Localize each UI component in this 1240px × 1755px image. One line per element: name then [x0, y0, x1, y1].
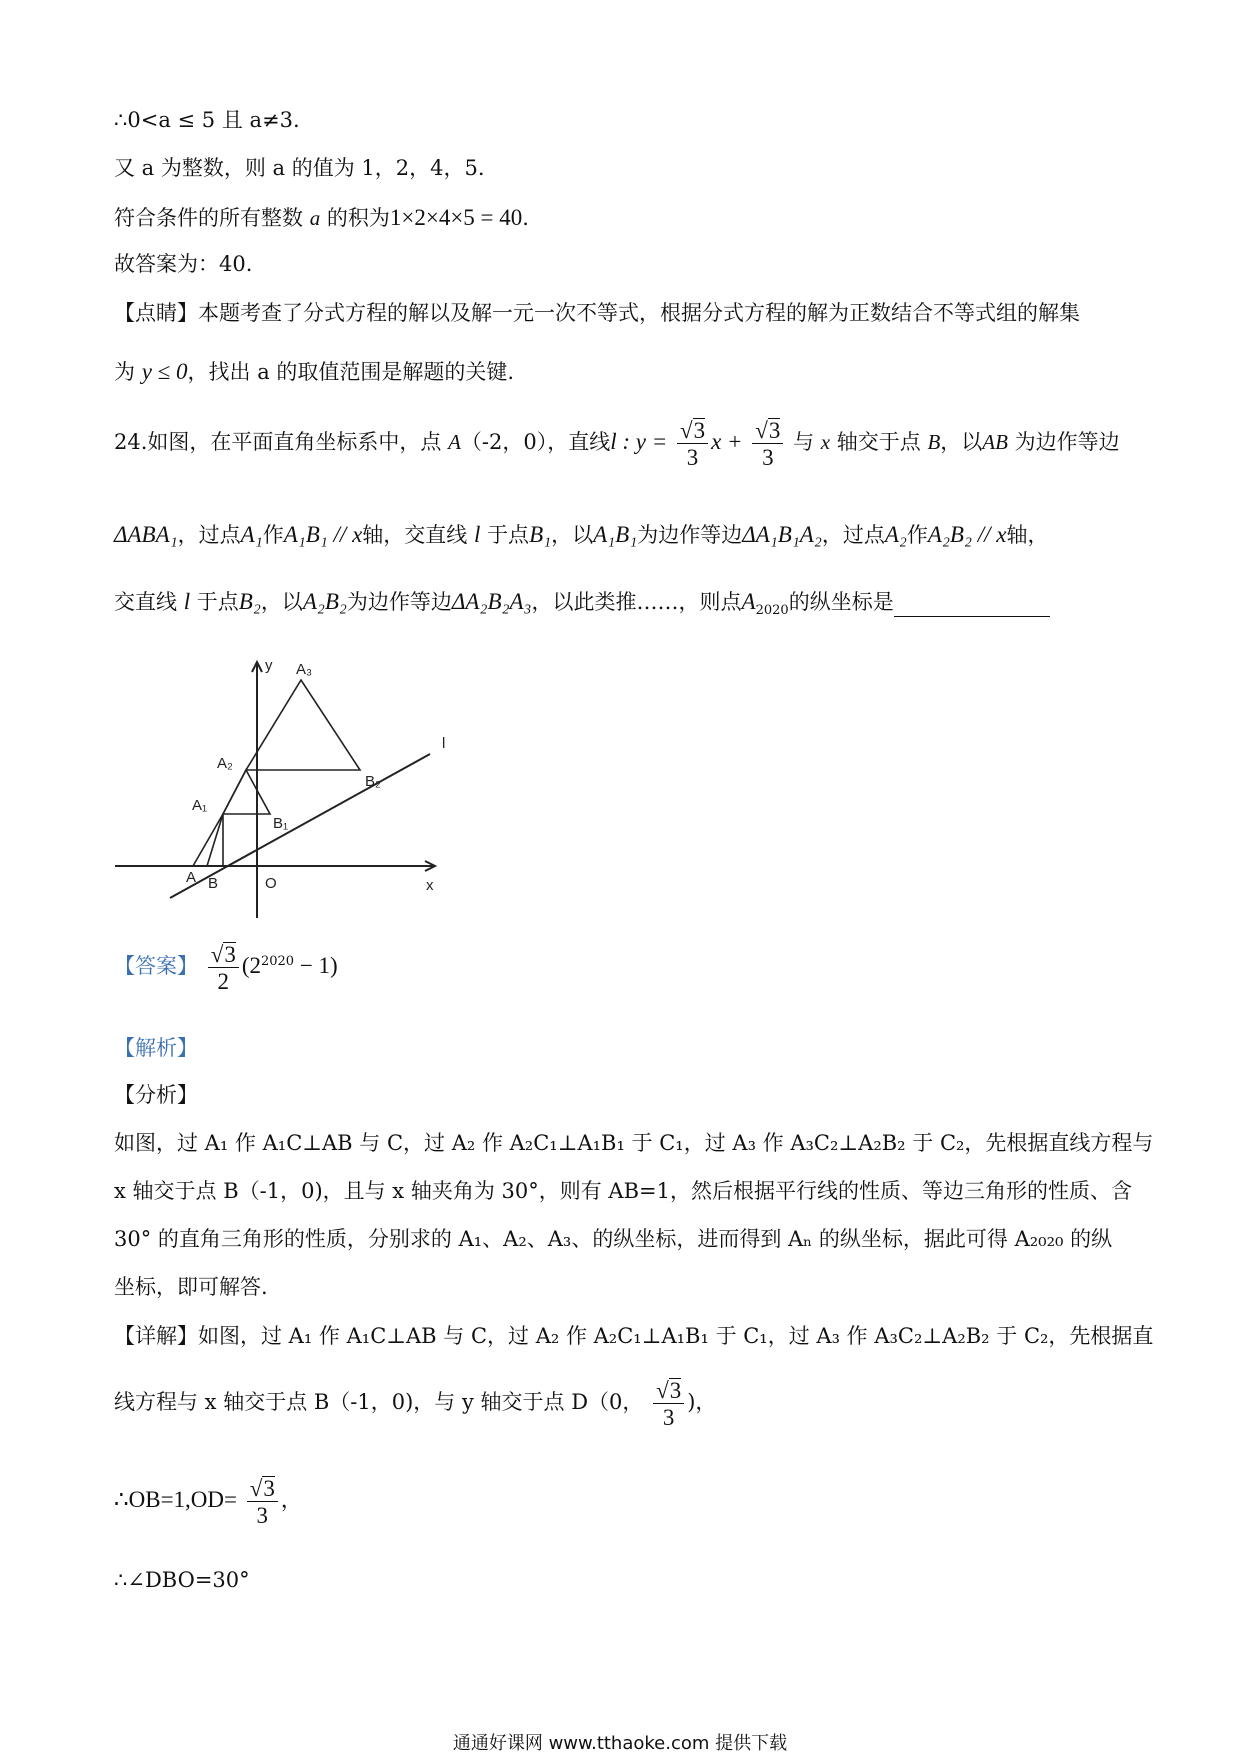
text-line-3: 符合条件的所有整数 a 的积为1×2×4×5 = 40.	[114, 205, 529, 230]
question-line-1: 24.如图，在平面直角坐标系中，点 A（-2，0），直线l : y = $\frac{√3}{3}$ x + $\frac{√3}{3}$ 与 x 轴交于点 B，以AB 为边作等边	[114, 418, 1120, 470]
label-l: l	[442, 735, 446, 752]
detail-line-4: ∴∠DBO=30°	[114, 1568, 250, 1592]
analysis-label: 【解析】	[114, 1036, 198, 1060]
detail-line-3: ∴OB=1,OD= $\frac{√3}{3}$ ，	[114, 1476, 302, 1528]
text-line-6: 为 y ≤ 0，找出 a 的取值范围是解题的关键.	[114, 359, 515, 384]
label-A2: A₂	[217, 755, 233, 772]
text-line-2: 又 a 为整数，则 a 的值为 1，2，4，5.	[114, 156, 485, 180]
segment-b-a1	[207, 814, 223, 866]
label-A3: A₃	[296, 661, 313, 678]
answer-label: 【答案】	[114, 954, 198, 978]
detail-line-1: 【详解】如图，过 A₁ 作 A₁C⊥AB 与 C，过 A₂ 作 A₂C₁⊥A₁B₁ 于 C₁，过 A₃ 作 A₃C₂⊥A₂B₂ 于 C₂，先根据直	[114, 1324, 1154, 1348]
analysis-p3: 30° 的直角三角形的性质，分别求的 A₁、A₂、A₃、的纵坐标，进而得到 Aₙ 的纵坐标，据此可得 A₂₀₂₀ 的纵	[114, 1227, 1113, 1251]
label-y: y	[265, 657, 273, 674]
label-x: x	[426, 877, 434, 894]
analysis-p1: 如图，过 A₁ 作 A₁C⊥AB 与 C，过 A₂ 作 A₂C₁⊥A₁B₁ 于 C₁，过 A₃ 作 A₃C₂⊥A₂B₂ 于 C₂，先根据直线方程与	[114, 1131, 1154, 1155]
analysis-p2: x 轴交于点 B（-1，0)，且与 x 轴夹角为 30°，则有 AB=1，然后根据平行线的性质、等边三角形的性质、含	[114, 1179, 1132, 1203]
footer: 通通好课网 www.tthaoke.com 提供下载	[452, 1733, 788, 1754]
triangle-2	[223, 770, 270, 814]
fraction-od-2: $\frac{√3}{3}$	[247, 1476, 278, 1527]
text-line-1: ∴0<a ≤ 5 且 a≠3.	[114, 108, 300, 132]
segment-a1-a2	[223, 770, 246, 814]
label-O: O	[265, 875, 277, 892]
question-line-2: ΔABA₁，过点A₁作A₁B₁ // x轴，交直线 l 于点B₁，以A₁B₁为边作等边ΔA₁B₁A₂，过点A₂作A₂B₂ // x轴，	[114, 522, 1049, 547]
geometry-figure	[110, 650, 450, 930]
label-A: A	[186, 869, 197, 886]
label-B2: B₂	[365, 773, 381, 790]
fraction-od: $\frac{√3}{3}$	[653, 1378, 684, 1429]
label-B1: B₁	[273, 815, 289, 832]
label-B: B	[208, 875, 219, 892]
answer-line: 【答案】 $\frac{√3}{2}$ $(2^{2020} - 1)$	[114, 942, 338, 994]
fraction-sqrt3-over-3-b: $\frac{√3}{3}$	[752, 418, 783, 469]
answer-blank	[894, 596, 1050, 617]
label-A1: A₁	[192, 797, 208, 814]
text-line-4: 故答案为：40.	[114, 252, 253, 276]
question-line-3: 交直线 l 于点B₂，以A₂B₂为边作等边ΔA₂B₂A₃，以此类推……，则点$A_{2020}$的纵坐标是	[114, 590, 1050, 617]
triangle-3	[246, 680, 360, 770]
answer-fraction: $\frac{√3}{2}$	[208, 942, 239, 993]
detail-line-2: 线方程与 x 轴交于点 B（-1，0)，与 y 轴交于点 D（0， $\frac{√3}{3}$ )，	[114, 1378, 717, 1430]
triangle-1	[193, 814, 223, 866]
analysis-sub-label: 【分析】	[114, 1083, 198, 1107]
fraction-sqrt3-over-3: $\frac{√3}{3}$	[677, 418, 708, 469]
analysis-p4: 坐标，即可解答.	[114, 1275, 268, 1299]
text-line-5: 【点睛】本题考查了分式方程的解以及解一元一次不等式，根据分式方程的解为正数结合不等式组的解集	[114, 301, 1080, 325]
